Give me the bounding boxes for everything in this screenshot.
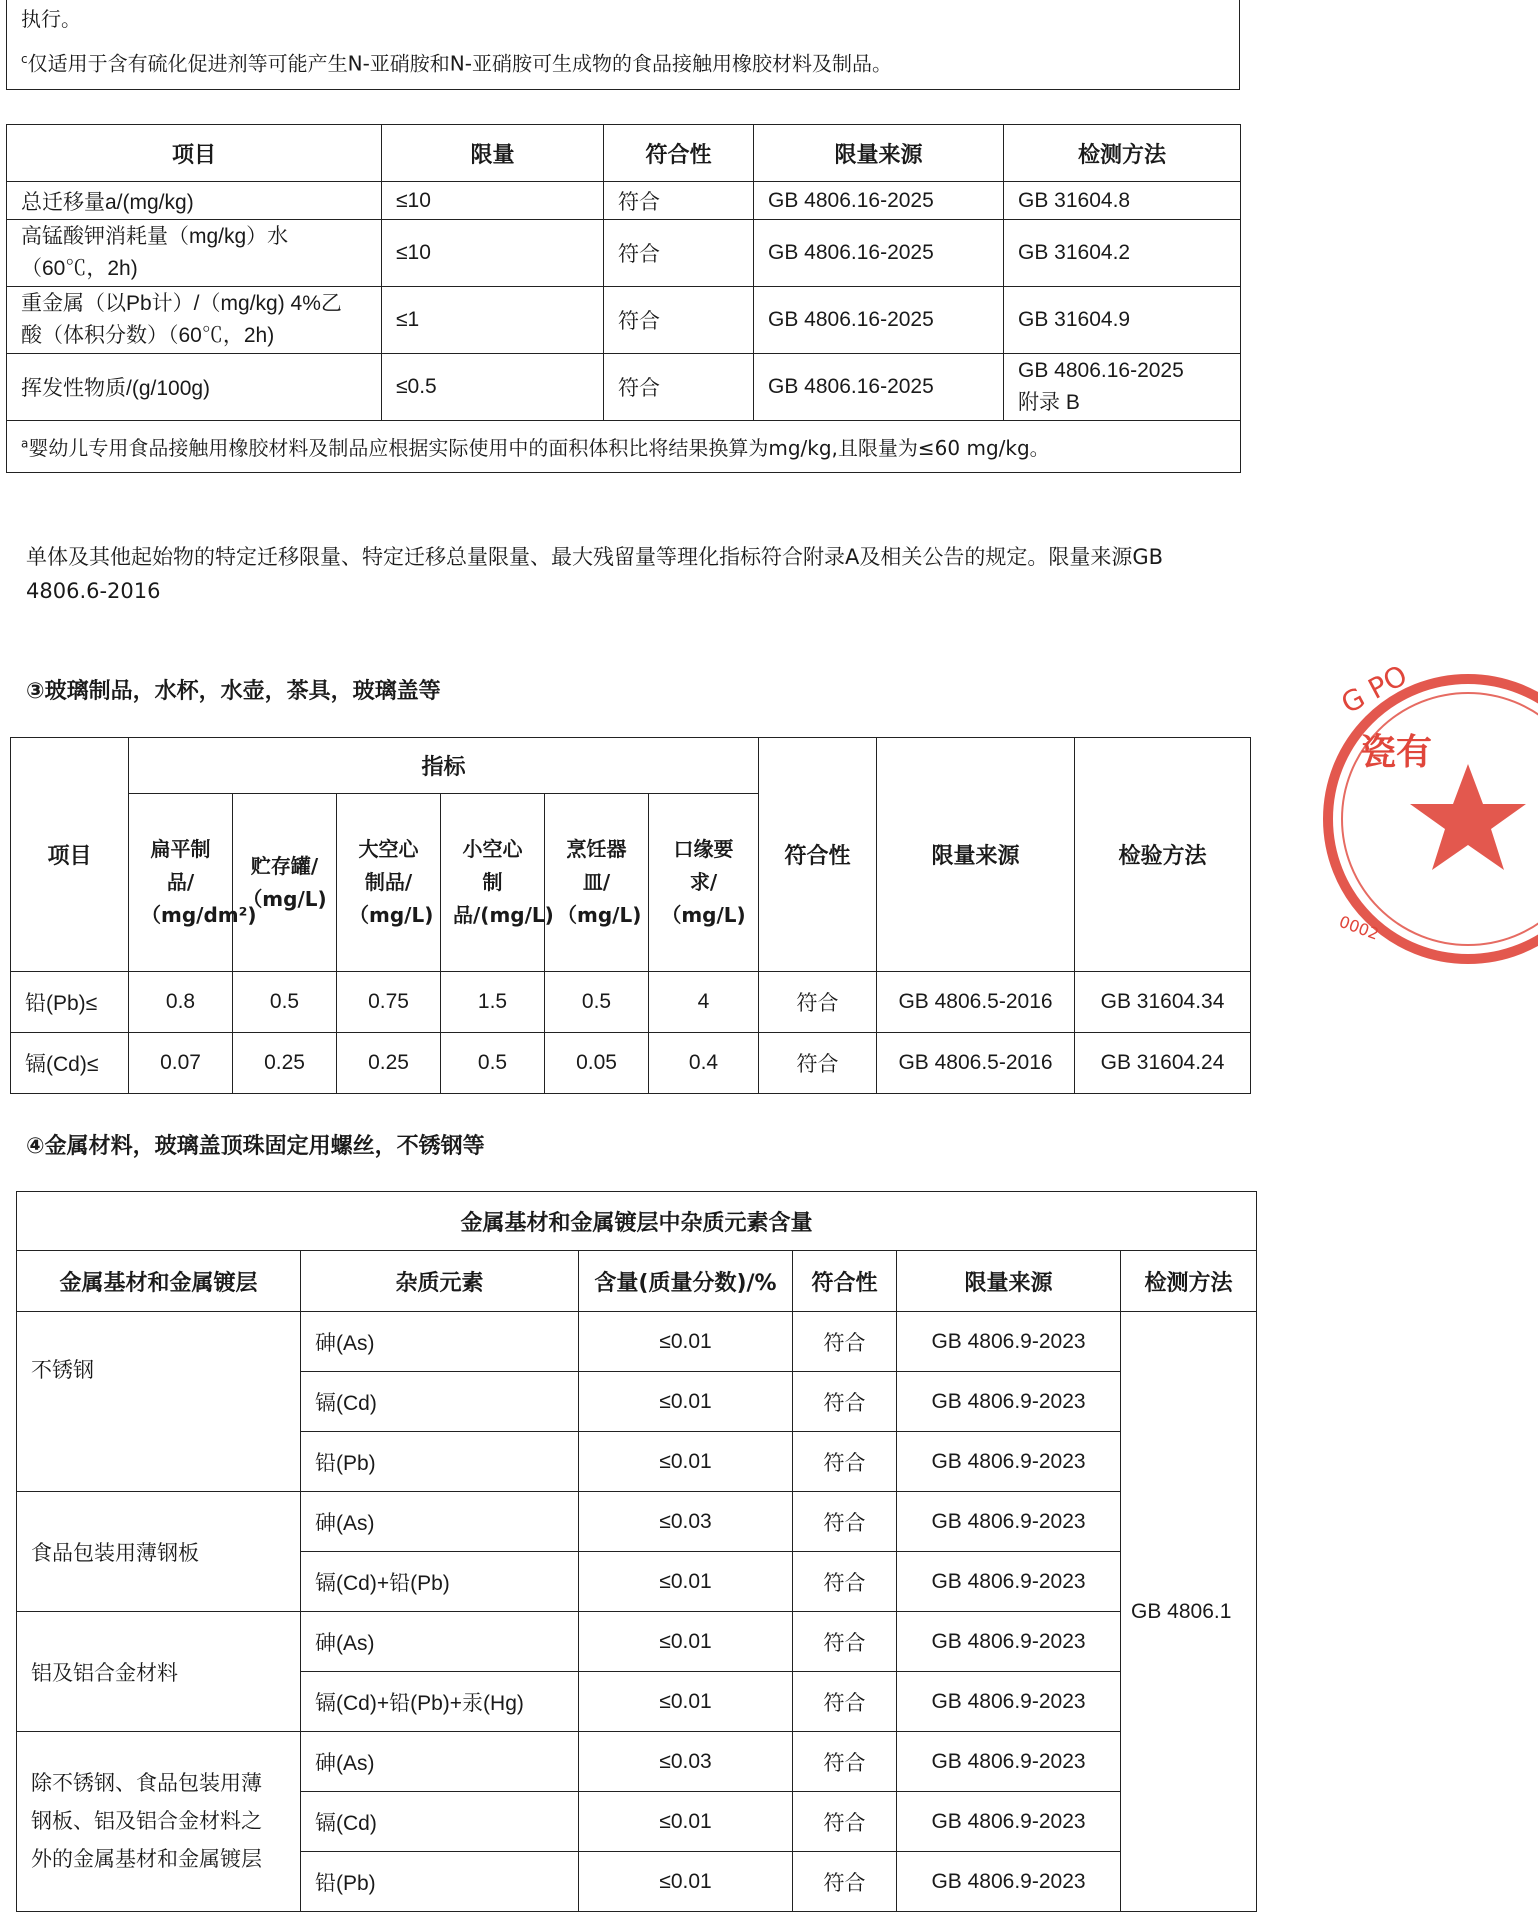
item-cell: 挥发性物质/(g/100g) xyxy=(7,354,382,421)
value-cell: 0.07 xyxy=(129,1033,233,1094)
conformity-cell: 符合 xyxy=(604,354,754,421)
source-cell: GB 4806.9-2023 xyxy=(897,1792,1121,1852)
glass-header-conformity: 符合性 xyxy=(759,738,877,972)
conformity-cell: 符合 xyxy=(793,1312,897,1372)
limit-cell: ≤10 xyxy=(382,220,604,287)
content-cell: ≤0.01 xyxy=(579,1372,793,1432)
rubber-footnote xyxy=(7,421,1241,473)
value-cell: 1.5 xyxy=(441,972,545,1033)
element-cell: 镉(Cd)+铅(Pb)+汞(Hg) xyxy=(301,1672,579,1732)
material-cell: 除不锈钢、食品包装用薄钢板、铝及铝合金材料之外的金属基材和金属镀层 xyxy=(17,1732,301,1912)
glass-col-cookware: 烹饪器皿/（mg/L) xyxy=(545,794,649,972)
top-note-line2 xyxy=(21,43,892,80)
table-row xyxy=(11,1033,1251,1094)
value-cell: 0.8 xyxy=(129,972,233,1033)
conformity-cell: 符合 xyxy=(793,1552,897,1612)
value-cell: 0.5 xyxy=(545,972,649,1033)
footnote-marker-c: c xyxy=(21,52,28,66)
glass-limits-table xyxy=(10,737,1251,1094)
value-cell: 4 xyxy=(649,972,759,1033)
source-cell: GB 4806.9-2023 xyxy=(897,1312,1121,1372)
footnote-marker-a: a xyxy=(21,436,29,451)
conformity-cell: 符合 xyxy=(793,1372,897,1432)
value-cell: 0.05 xyxy=(545,1033,649,1094)
item-cell: 重金属（以Pb计）/（mg/kg) 4%乙酸（体积分数）（60℃，2h) xyxy=(7,287,382,354)
table-row xyxy=(7,220,1241,287)
source-cell: GB 4806.9-2023 xyxy=(897,1372,1121,1432)
table-row xyxy=(17,1492,1257,1552)
method-cell: GB 4806.1 xyxy=(1121,1312,1257,1912)
method-cell: GB 4806.16-2025 附录 B xyxy=(1004,354,1241,421)
value-cell: 0.4 xyxy=(649,1033,759,1094)
official-seal-stamp xyxy=(1318,658,1438,974)
limit-cell: ≤10 xyxy=(382,182,604,220)
conformity-cell: 符合 xyxy=(604,182,754,220)
top-note-box xyxy=(6,0,1240,90)
metal-table-caption: 金属基材和金属镀层中杂质元素含量 xyxy=(17,1192,1257,1251)
conformity-cell: 符合 xyxy=(604,287,754,354)
table-row xyxy=(7,354,1241,421)
glass-col-small-hollow: 小空心制品/(mg/L) xyxy=(441,794,545,972)
metal-header-conformity: 符合性 xyxy=(793,1251,897,1312)
footnote-row xyxy=(7,421,1241,473)
table-row xyxy=(7,287,1241,354)
table-row xyxy=(17,1612,1257,1672)
method-cell: GB 31604.24 xyxy=(1075,1033,1251,1094)
metal-header-element: 杂质元素 xyxy=(301,1251,579,1312)
source-cell: GB 4806.5-2016 xyxy=(877,972,1075,1033)
content-cell: ≤0.03 xyxy=(579,1492,793,1552)
footnote-text: 婴幼儿专用食品接触用橡胶材料及制品应根据实际使用中的面积体积比将结果换算为mg/kg,且限量为≤60 mg/kg。 xyxy=(28,436,1050,460)
metal-header-source: 限量来源 xyxy=(897,1251,1121,1312)
metal-header-content: 含量(质量分数)/% xyxy=(579,1251,793,1312)
conformity-cell: 符合 xyxy=(759,1033,877,1094)
glass-header-group: 指标 xyxy=(129,738,759,794)
item-cell: 镉(Cd)≤ xyxy=(11,1033,129,1094)
value-cell: 0.25 xyxy=(337,1033,441,1094)
value-cell: 0.5 xyxy=(233,972,337,1033)
glass-header-source: 限量来源 xyxy=(877,738,1075,972)
conformity-cell: 符合 xyxy=(604,220,754,287)
method-cell: GB 31604.8 xyxy=(1004,182,1241,220)
header-source: 限量来源 xyxy=(754,125,1004,182)
item-cell: 铅(Pb)≤ xyxy=(11,972,129,1033)
seal-text-mid: 瓷有 xyxy=(1360,732,1433,773)
glass-col-storage: 贮存罐/（mg/L) xyxy=(233,794,337,972)
conformity-cell: 符合 xyxy=(793,1792,897,1852)
metal-header-material: 金属基材和金属镀层 xyxy=(17,1251,301,1312)
top-note-line1: 执行。 xyxy=(21,7,81,31)
conformity-cell: 符合 xyxy=(793,1732,897,1792)
metal-section-heading: ④金属材料，玻璃盖顶珠固定用螺丝，不锈钢等 xyxy=(26,1134,485,1159)
method-cell: GB 31604.34 xyxy=(1075,972,1251,1033)
conformity-cell: 符合 xyxy=(793,1432,897,1492)
method-cell: GB 31604.2 xyxy=(1004,220,1241,287)
table-row xyxy=(17,1312,1257,1372)
monomer-paragraph: 单体及其他起始物的特定迁移限量、特定迁移总量限量、最大残留量等理化指标符合附录A及相关公告的规定。限量来源GB 4806.6-2016 xyxy=(26,545,1164,603)
content-cell: ≤0.01 xyxy=(579,1852,793,1912)
seal-graphic xyxy=(1318,658,1538,974)
source-cell: GB 4806.9-2023 xyxy=(897,1852,1121,1912)
value-cell: 0.75 xyxy=(337,972,441,1033)
item-cell: 高锰酸钾消耗量（mg/kg）水（60℃，2h) xyxy=(7,220,382,287)
seal-star-icon xyxy=(1410,764,1526,870)
material-cell: 食品包装用薄钢板 xyxy=(17,1492,301,1612)
source-cell: GB 4806.5-2016 xyxy=(877,1033,1075,1094)
source-cell: GB 4806.9-2023 xyxy=(897,1672,1121,1732)
table-row xyxy=(17,1732,1257,1792)
source-cell: GB 4806.16-2025 xyxy=(754,220,1004,287)
material-cell: 铝及铝合金材料 xyxy=(17,1612,301,1732)
conformity-cell: 符合 xyxy=(793,1492,897,1552)
conformity-cell: 符合 xyxy=(759,972,877,1033)
limit-cell: ≤1 xyxy=(382,287,604,354)
item-cell: 总迁移量a/(mg/kg) xyxy=(7,182,382,220)
element-cell: 砷(As) xyxy=(301,1312,579,1372)
value-cell: 0.5 xyxy=(441,1033,545,1094)
content-cell: ≤0.01 xyxy=(579,1792,793,1852)
conformity-cell: 符合 xyxy=(793,1612,897,1672)
content-cell: ≤0.01 xyxy=(579,1552,793,1612)
source-cell: GB 4806.9-2023 xyxy=(897,1432,1121,1492)
element-cell: 镉(Cd) xyxy=(301,1792,579,1852)
source-cell: GB 4806.9-2023 xyxy=(897,1492,1121,1552)
header-limit: 限量 xyxy=(382,125,604,182)
method-cell: GB 31604.9 xyxy=(1004,287,1241,354)
content-cell: ≤0.01 xyxy=(579,1312,793,1372)
content-cell: ≤0.01 xyxy=(579,1672,793,1732)
rubber-limits-table xyxy=(6,124,1241,473)
top-note-text: 仅适用于含有硫化促进剂等可能产生N-亚硝胺和N-亚硝胺可生成物的食品接触用橡胶材料及制品。 xyxy=(27,51,892,76)
source-cell: GB 4806.16-2025 xyxy=(754,182,1004,220)
seal-text-top: G PO xyxy=(1335,658,1413,721)
source-cell: GB 4806.9-2023 xyxy=(897,1612,1121,1672)
metal-impurity-table xyxy=(16,1191,1257,1912)
element-cell: 铅(Pb) xyxy=(301,1852,579,1912)
glass-col-rim: 口缘要求/（mg/L) xyxy=(649,794,759,972)
header-item: 项目 xyxy=(7,125,382,182)
value-cell: 0.25 xyxy=(233,1033,337,1094)
table-row xyxy=(11,972,1251,1033)
glass-section-heading: ③玻璃制品，水杯，水壶，茶具，玻璃盖等 xyxy=(26,679,441,704)
material-cell: 不锈钢 xyxy=(17,1312,301,1492)
element-cell: 砷(As) xyxy=(301,1612,579,1672)
seal-text-bottom: 0002 xyxy=(1336,911,1382,944)
source-cell: GB 4806.16-2025 xyxy=(754,287,1004,354)
glass-col-flat: 扁平制品/（mg/dm²) xyxy=(129,794,233,972)
element-cell: 砷(As) xyxy=(301,1492,579,1552)
limit-cell: ≤0.5 xyxy=(382,354,604,421)
source-cell: GB 4806.9-2023 xyxy=(897,1732,1121,1792)
element-cell: 砷(As) xyxy=(301,1732,579,1792)
conformity-cell: 符合 xyxy=(793,1672,897,1732)
conformity-cell: 符合 xyxy=(793,1852,897,1912)
source-cell: GB 4806.9-2023 xyxy=(897,1552,1121,1612)
header-method: 检测方法 xyxy=(1004,125,1241,182)
content-cell: ≤0.01 xyxy=(579,1612,793,1672)
glass-header-item: 项目 xyxy=(11,738,129,972)
element-cell: 镉(Cd) xyxy=(301,1372,579,1432)
table-row xyxy=(7,182,1241,220)
glass-header-method: 检验方法 xyxy=(1075,738,1251,972)
content-cell: ≤0.01 xyxy=(579,1432,793,1492)
element-cell: 铅(Pb) xyxy=(301,1432,579,1492)
glass-col-large-hollow: 大空心制品/（mg/L) xyxy=(337,794,441,972)
header-conformity: 符合性 xyxy=(604,125,754,182)
source-cell: GB 4806.16-2025 xyxy=(754,354,1004,421)
content-cell: ≤0.03 xyxy=(579,1732,793,1792)
element-cell: 镉(Cd)+铅(Pb) xyxy=(301,1552,579,1612)
metal-header-method: 检测方法 xyxy=(1121,1251,1257,1312)
